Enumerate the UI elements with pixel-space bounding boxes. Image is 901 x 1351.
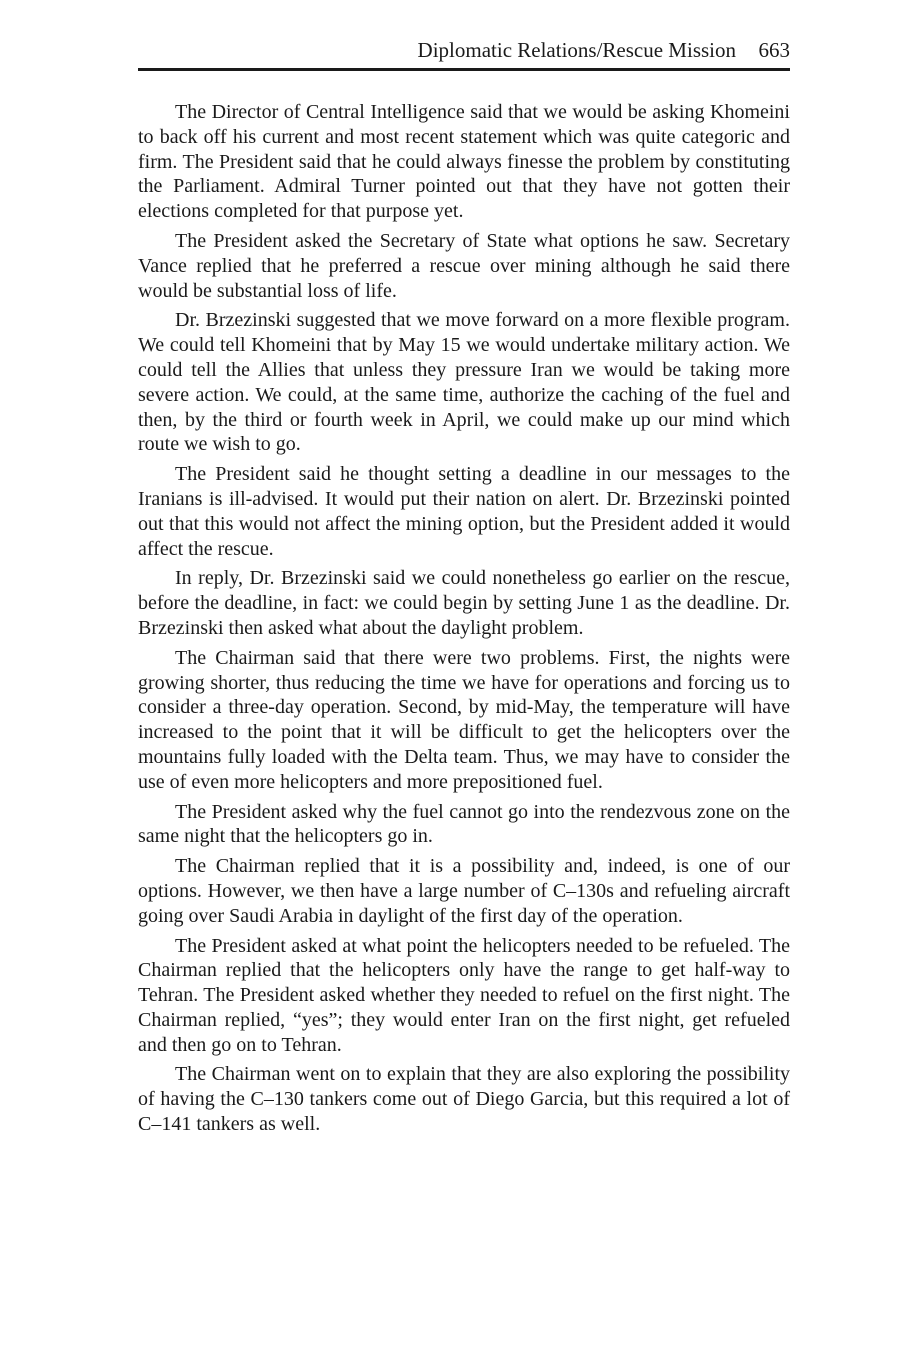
paragraph: The Director of Central Intelligence said that we would be asking Khomeini to back off his current and most recent statement which was quite categoric and firm. The President said that he could always finesse the problem by constituting the Parliament. Admiral Turner pointed out that they have not gotten their elections completed for that purpose yet. (138, 101, 790, 223)
paragraph: The Chairman said that there were two problems. First, the nights were growing shorter, thus reducing the time we have for operations and forcing us to consider a three-day operation. Second, by mid-May, the temperature will have increased to the point that it will be difficult to get the helicopters over the mountains fully loaded with the Delta team. Thus, we may have to consider the use of even more helicopters and more prepositioned fuel. (138, 646, 790, 793)
paragraph: The President said he thought setting a deadline in our messages to the Iranians is ill-advised. It would put their nation on alert. Dr. Brzezinski pointed out that this would not affect the mining option, but the President added it would affect the rescue. (138, 463, 790, 560)
page-header (138, 36, 790, 64)
page-number: 663 (758, 38, 790, 62)
paragraph: The President asked why the fuel cannot go into the rendezvous zone on the same night that the helicopters go in. (138, 800, 790, 848)
paragraph: The Chairman went on to explain that they are also exploring the possibility of having the C–130 tankers come out of Diego Garcia, but this required a lot of C–141 tankers as well. (138, 1063, 790, 1136)
running-title: Diplomatic Relations/Rescue Mission (417, 38, 736, 62)
body-text (138, 100, 790, 1142)
paragraph: Dr. Brzezinski suggested that we move forward on a more flexible program. We could tell Khomeini that by May 15 we would undertake military action. We could tell the Allies that unless they pressure Iran we would be taking more severe action. We could, at the same time, authorize the caching of the fuel and then, by the third or fourth week in April, we could make up our mind which route we wish to go. (138, 309, 790, 456)
paragraph: The Chairman replied that it is a possibility and, indeed, is one of our options. However, we then have a large number of C–130s and refueling aircraft going over Saudi Arabia in daylight of the first day of the operation. (138, 855, 790, 927)
paragraph: The President asked the Secretary of State what options he saw. Secretary Vance replied that he preferred a rescue over mining although he said there would be substantial loss of life. (138, 229, 790, 302)
paragraph: In reply, Dr. Brzezinski said we could nonetheless go earlier on the rescue, before the deadline, in fact: we could begin by setting June 1 as the deadline. Dr. Brzezinski then asked what about the daylight problem. (138, 567, 790, 639)
paragraph: The President asked at what point the helicopters needed to be refueled. The Chairman replied that the helicopters only have the range to get half-way to Tehran. The President asked whether they needed to refuel on the first night. The Chairman replied, “yes”; they would enter Iran on the first night, get refueled and then go on to Tehran. (138, 934, 790, 1056)
header-rule (138, 68, 790, 71)
